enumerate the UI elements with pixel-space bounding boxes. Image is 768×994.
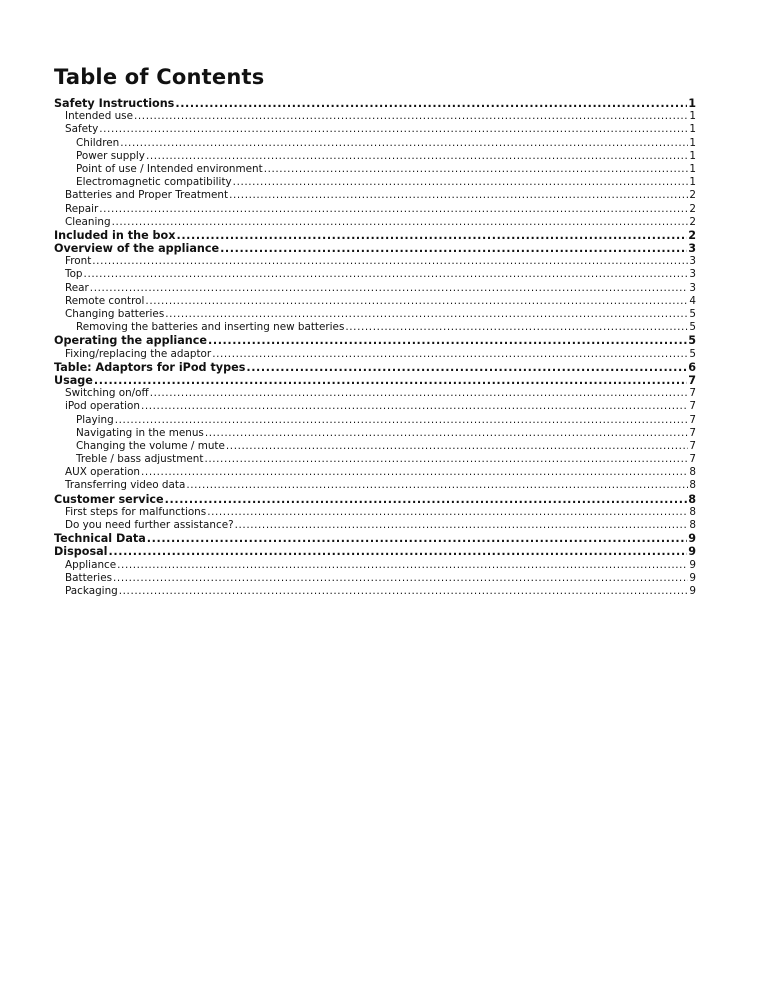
toc-entry-page-number: 5 [689, 308, 696, 320]
toc-entry-label: Included in the box [54, 228, 176, 242]
dot-leader [229, 189, 688, 202]
toc-entry-page-number: 9 [688, 532, 696, 546]
toc-entry-page-number: 7 [689, 426, 696, 439]
toc-entry-label: Safety [65, 123, 99, 136]
toc-entry[interactable] [54, 466, 696, 479]
toc-entry-page-number: 2 [689, 189, 696, 202]
toc-entry[interactable] [54, 176, 696, 189]
toc-entry-label: Table: Adaptors for iPod types [54, 360, 246, 374]
toc-entry[interactable] [54, 479, 696, 492]
toc-entry[interactable] [54, 189, 696, 202]
toc-entry[interactable] [54, 334, 696, 347]
toc-entry-label: Front [65, 255, 92, 268]
toc-entry-page-number: 1 [689, 136, 696, 149]
toc-entry[interactable] [54, 387, 696, 400]
toc-entry-label: Disposal [54, 545, 108, 559]
toc-entry[interactable] [54, 427, 696, 440]
dot-leader [84, 268, 689, 281]
toc-entry[interactable] [54, 123, 696, 136]
page-title: Table of Contents [54, 65, 265, 89]
toc-entry[interactable] [54, 295, 696, 308]
toc-entry-page-number: 7 [688, 373, 696, 387]
toc-entry[interactable] [54, 229, 696, 242]
toc-list [54, 97, 696, 598]
toc-entry[interactable] [54, 506, 696, 519]
toc-entry[interactable] [54, 216, 696, 229]
dot-leader [145, 295, 688, 308]
toc-entry-page-number: 7 [689, 413, 696, 426]
toc-entry[interactable] [54, 519, 696, 532]
toc-entry[interactable] [54, 137, 696, 150]
dot-leader [90, 282, 689, 295]
toc-entry-label: Switching on/off [65, 387, 149, 400]
dot-leader [212, 348, 688, 361]
toc-entry-page-number: 9 [689, 558, 696, 571]
toc-entry-page-number: 9 [688, 545, 696, 559]
toc-entry-page-number: 3 [688, 242, 696, 256]
dot-leader [186, 479, 688, 492]
toc-entry-page-number: 3 [689, 281, 696, 294]
toc-entry-page-number: 2 [688, 228, 696, 242]
toc-entry-page-number: 1 [689, 123, 696, 136]
toc-entry-label: Power supply [76, 149, 145, 162]
dot-leader [147, 532, 687, 545]
toc-entry[interactable] [54, 242, 696, 255]
toc-entry-label: Technical Data [54, 532, 146, 546]
dot-leader [264, 163, 689, 176]
toc-entry[interactable] [54, 282, 696, 295]
toc-entry-label: Children [76, 136, 120, 149]
toc-entry-label: Treble / bass adjustment [76, 453, 204, 466]
dot-leader [150, 387, 689, 400]
dot-leader [205, 427, 689, 440]
dot-leader [134, 110, 688, 123]
dot-leader [345, 321, 688, 334]
toc-entry-label: Customer service [54, 492, 164, 506]
toc-entry[interactable] [54, 255, 696, 268]
toc-page [54, 64, 696, 598]
toc-entry-label: Cleaning [65, 215, 111, 228]
toc-entry-label: Electromagnetic compatibility [76, 176, 232, 189]
toc-entry[interactable] [54, 110, 696, 123]
dot-leader [207, 506, 688, 519]
toc-entry[interactable] [54, 348, 696, 361]
dot-leader [120, 137, 688, 150]
dot-leader [113, 572, 688, 585]
toc-entry-label: Intended use [65, 110, 133, 123]
toc-entry-page-number: 7 [689, 439, 696, 452]
toc-entry-label: iPod operation [65, 400, 140, 413]
dot-leader [112, 216, 689, 229]
dot-leader [94, 374, 687, 387]
toc-entry-label: Playing [76, 413, 114, 426]
dot-leader [246, 361, 687, 374]
toc-entry-label: Changing the volume / mute [76, 439, 225, 452]
toc-entry-page-number: 8 [689, 519, 696, 531]
toc-entry[interactable] [54, 150, 696, 163]
toc-entry[interactable] [54, 572, 696, 585]
dot-leader [226, 440, 688, 453]
toc-entry[interactable] [54, 414, 696, 427]
dot-leader [220, 242, 687, 255]
toc-entry[interactable] [54, 374, 696, 387]
dot-leader [176, 229, 687, 242]
toc-entry[interactable] [54, 203, 696, 216]
toc-entry-label: Batteries and Proper Treatment [65, 189, 229, 202]
dot-leader [146, 150, 688, 163]
dot-leader [119, 585, 689, 598]
toc-entry-page-number: 1 [689, 149, 696, 162]
toc-entry[interactable] [54, 400, 696, 413]
toc-entry-page-number: 8 [689, 479, 696, 492]
toc-entry[interactable] [54, 585, 696, 598]
toc-entry-label: First steps for malfunctions [65, 505, 207, 518]
toc-entry-page-number: 2 [689, 202, 696, 215]
toc-entry-page-number: 1 [689, 162, 696, 175]
toc-entry-page-number: 1 [689, 176, 696, 189]
toc-entry-label: Fixing/replacing the adaptor [65, 347, 212, 360]
dot-leader [141, 466, 688, 479]
toc-entry-label: Top [65, 268, 83, 281]
toc-entry-label: Changing batteries [65, 308, 165, 320]
toc-entry[interactable] [54, 559, 696, 572]
toc-entry-page-number: 2 [689, 215, 696, 228]
toc-entry[interactable] [54, 163, 696, 176]
dot-leader [204, 453, 688, 466]
toc-entry[interactable] [54, 268, 696, 281]
toc-entry-label: Navigating in the menus [76, 426, 204, 439]
dot-leader [117, 559, 688, 572]
toc-entry-label: Removing the batteries and inserting new batteries [76, 321, 345, 334]
toc-entry[interactable] [54, 440, 696, 453]
toc-entry-label: Batteries [65, 571, 113, 584]
toc-entry[interactable] [54, 493, 696, 506]
toc-entry-page-number: 1 [688, 97, 696, 110]
toc-entry-page-number: 7 [689, 387, 696, 400]
toc-entry[interactable] [54, 308, 696, 321]
dot-leader [235, 519, 689, 532]
dot-leader [233, 176, 689, 189]
toc-entry-label: AUX operation [65, 466, 141, 479]
dot-leader [92, 255, 688, 268]
toc-entry-page-number: 8 [689, 505, 696, 518]
toc-entry-page-number: 7 [689, 453, 696, 466]
toc-entry-label: Point of use / Intended environment [76, 162, 263, 175]
toc-entry-page-number: 8 [689, 466, 696, 479]
dot-leader [109, 545, 688, 558]
dot-leader [99, 123, 688, 136]
dot-leader [165, 308, 688, 321]
toc-entry-page-number: 5 [689, 347, 696, 360]
toc-entry-page-number: 5 [688, 334, 696, 348]
toc-entry-label: Appliance [65, 558, 117, 571]
toc-entry-page-number: 8 [688, 492, 696, 506]
toc-entry[interactable] [54, 97, 696, 110]
toc-entry-label: Operating the appliance [54, 334, 207, 348]
toc-entry-page-number: 9 [689, 571, 696, 584]
dot-leader [141, 400, 688, 413]
toc-entry[interactable] [54, 545, 696, 558]
toc-entry-label: Packaging [65, 584, 118, 597]
toc-entry[interactable] [54, 361, 696, 374]
toc-entry-label: Repair [65, 202, 99, 215]
dot-leader [208, 334, 687, 347]
toc-entry-label: Usage [54, 373, 93, 387]
toc-entry[interactable] [54, 453, 696, 466]
toc-entry-page-number: 3 [689, 268, 696, 281]
toc-entry[interactable] [54, 532, 696, 545]
toc-entry-page-number: 3 [689, 255, 696, 268]
dot-leader [165, 493, 688, 506]
dot-leader [115, 414, 689, 427]
toc-entry-page-number: 1 [689, 110, 696, 123]
toc-entry-label: Do you need further assistance? [65, 519, 234, 531]
toc-entry-page-number: 4 [689, 294, 696, 307]
toc-entry-page-number: 6 [688, 360, 696, 374]
toc-entry-page-number: 5 [689, 321, 696, 334]
toc-entry-label: Transferring video data [65, 479, 186, 492]
toc-entry-page-number: 9 [689, 584, 696, 597]
toc-entry-label: Overview of the appliance [54, 242, 220, 256]
toc-entry-label: Rear [65, 281, 89, 294]
toc-entry[interactable] [54, 321, 696, 334]
dot-leader [175, 97, 687, 110]
toc-entry-label: Remote control [65, 294, 145, 307]
dot-leader [99, 203, 688, 216]
toc-entry-page-number: 7 [689, 400, 696, 413]
toc-entry-label: Safety Instructions [54, 97, 175, 110]
